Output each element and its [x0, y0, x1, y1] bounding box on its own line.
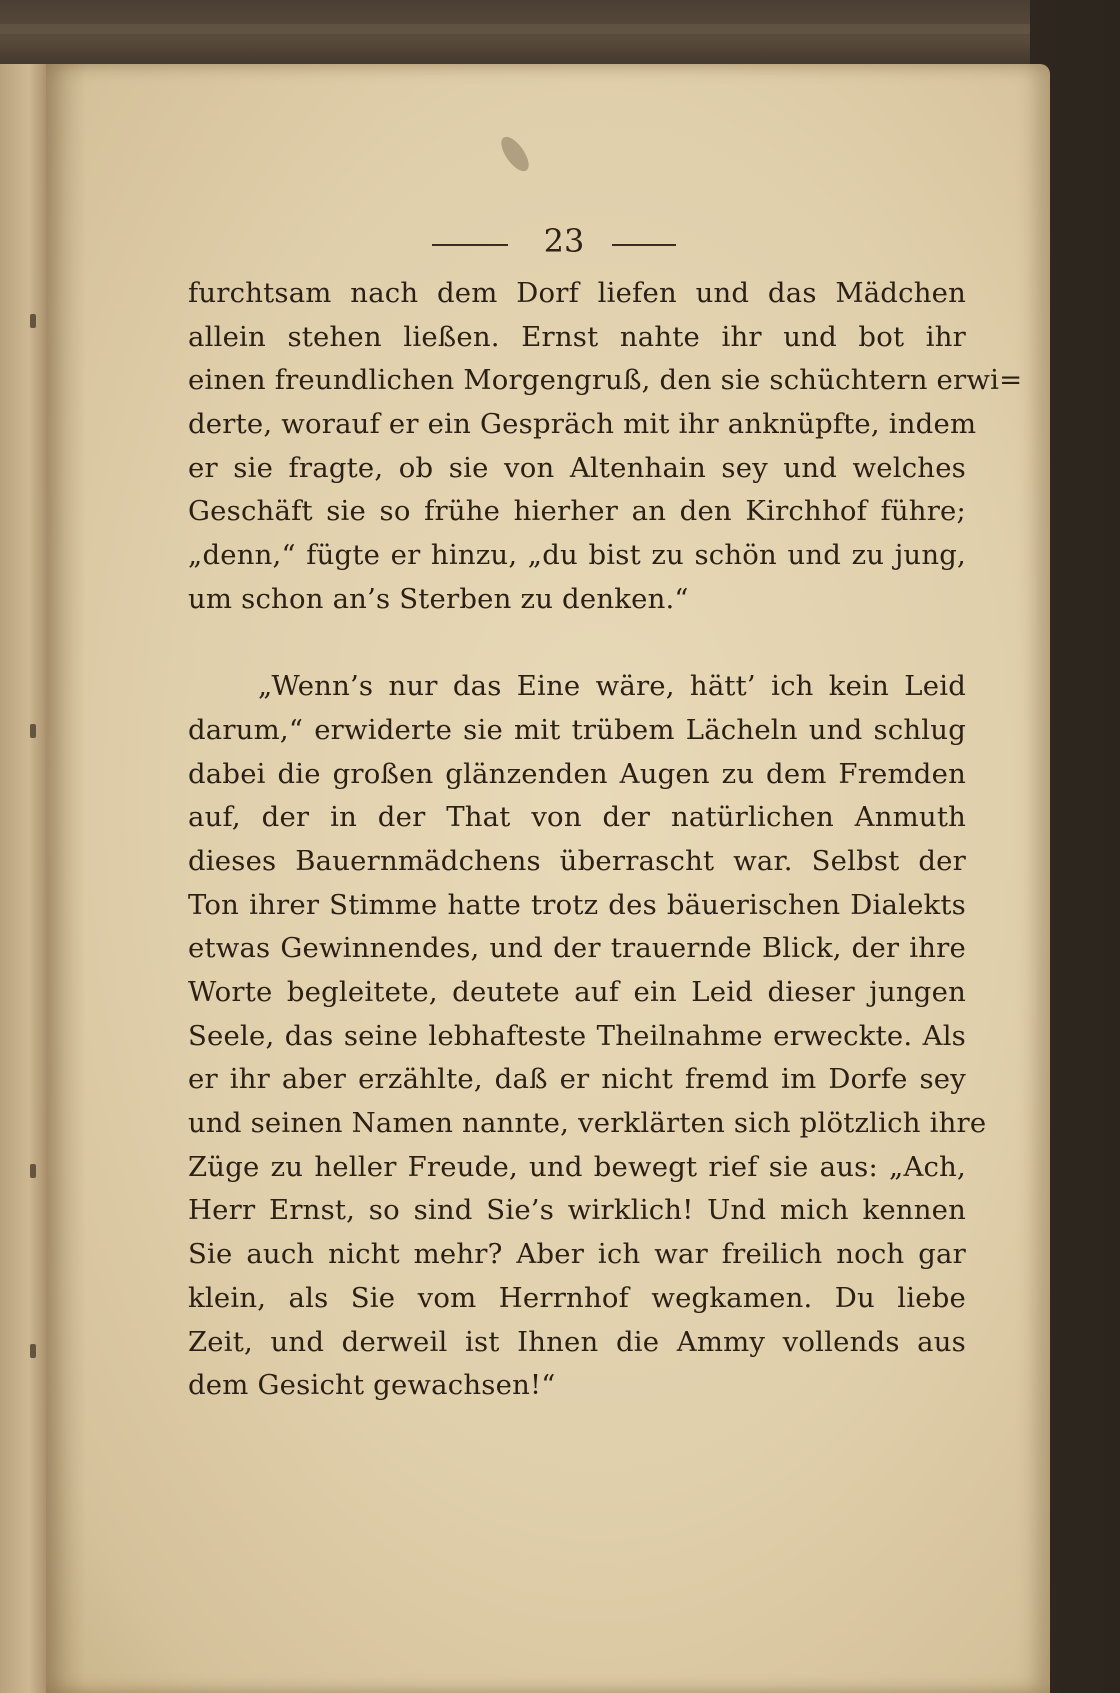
text-line: etwas Gewinnendes, und der trauernde Blick, der ihre: [188, 932, 966, 965]
book-cover-edge: [0, 0, 1030, 72]
text-line: Geschäft sie so frühe hierher an den Kirchhof führe;: [188, 495, 966, 528]
text-line: auf, der in der That von der natürlichen Anmuth: [188, 801, 966, 834]
page-number: 23: [543, 222, 585, 260]
paragraph: [188, 665, 987, 1408]
paragraph: [188, 272, 1023, 622]
text-line: um schon an’s Sterben zu denken.“: [188, 582, 689, 615]
text-line: darum,“ erwiderte sie mit trübem Lächeln und schlug: [188, 713, 966, 746]
text-line: einen freundlichen Morgengruß, den sie schüchtern erwi=: [188, 364, 1023, 397]
text-line: Worte begleitete, deutete auf ein Leid dieser jungen: [188, 976, 966, 1008]
text-line: allein stehen ließen. Ernst nahte ihr und bot ihr: [188, 320, 966, 353]
left-facing-page: [0, 64, 50, 1693]
text-line: Sie auch nicht mehr? Aber ich war freilich noch gar: [188, 1238, 966, 1271]
text-line: dabei die großen glänzenden Augen zu dem Fremden: [188, 757, 966, 790]
text-line: dieses Bauernmädchens überrascht war. Selbst der: [188, 844, 966, 877]
text-line: derte, worauf er ein Gespräch mit ihr anknüpfte, indem: [188, 408, 977, 441]
text-line: Zeit, und derweil ist Ihnen die Ammy vollends aus: [188, 1325, 966, 1358]
text-line: Herr Ernst, so sind Sie’s wirklich! Und mich kennen: [188, 1194, 966, 1227]
text-line: er sie fragte, ob sie von Altenhain sey und welches: [188, 451, 966, 484]
ink-smudge: [496, 132, 534, 175]
header-rule-right: [612, 244, 676, 246]
text-line: und seinen Namen nannte, verklärten sich plötzlich ihre: [188, 1107, 987, 1140]
text-line: Ton ihrer Stimme hatte trotz des bäuerischen Dialekts: [188, 888, 966, 921]
text-line: dem Gesicht gewachsen!“: [188, 1369, 556, 1402]
page-header: [46, 214, 1050, 274]
text-line: Züge zu heller Freude, und bewegt rief sie aus: „Ach,: [188, 1150, 966, 1183]
text-line: „Wenn’s nur das Eine wäre, hätt’ ich kein Leid: [258, 670, 966, 703]
page-gutter-shadow: [46, 64, 86, 1693]
text-line: klein, als Sie vom Herrnhof wegkamen. Du liebe: [188, 1281, 966, 1314]
text-line: „denn,“ fügte er hinzu, „du bist zu schön und zu jung,: [188, 539, 966, 572]
text-line: Seele, das seine lebhafteste Theilnahme erweckte. Als: [188, 1019, 966, 1052]
text-line: furchtsam nach dem Dorf liefen und das Mädchen: [188, 277, 966, 309]
text-line: er ihr aber erzählte, daß er nicht fremd im Dorfe sey: [188, 1063, 966, 1096]
paragraph-gap: [188, 622, 966, 666]
header-rule-left: [432, 244, 508, 246]
body-text: [188, 272, 1023, 1408]
